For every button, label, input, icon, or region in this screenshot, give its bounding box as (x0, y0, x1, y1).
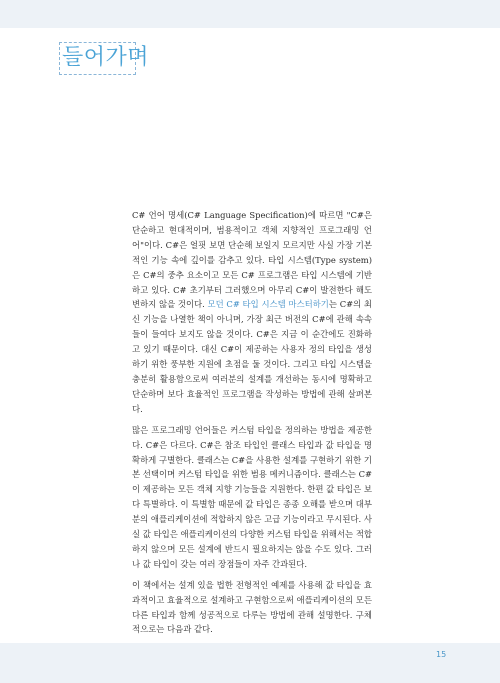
body-text (132, 208, 372, 643)
paragraph-1-end: 는 C#의 최신 기능을 나열한 책이 아니며, 가장 최근 버전의 C#에 관해 속속들이 들여다 보지도 않을 것이다. C#은 지금 이 순간에도 진화하고 있기 때문이다. 대신 C#이 제공하는 사용자 정의 타입을 생성하기 위한 풍부한 지원에 초점을 둘 것이다. 그리고 타입 시스템을 충분히 활용함으로써 여러분의 설계를 개선하는 동시에 명확하고 단순하며 보다 효율적인 프로그램을 작성하는 방법에 관해 살펴본다. (132, 299, 373, 414)
paragraph-1-start: C# 언어 명세(C# Language Specification)에 따르면 "C#은 단순하고 현대적이며, 범용적이고 객체 지향적인 프로그래밍 언어"이다. C#은 얼핏 보면 단순해 보일지 모르지만 사실 가장 기본적인 기능 속에 깊이를 감추고 있다. 타입 시스템(Type system)은 C#의 중추 요소이고 모든 C# 프로그램은 타입 시스템에 기반하고 있다. C# 초기부터 그러했으며 아무리 C#이 발전한다 해도 변하지 않을 것이다. (132, 210, 372, 310)
paragraph-2: 많은 프로그래밍 언어들은 커스텀 타입을 정의하는 방법을 제공한다. C#은 다르다. C#은 참조 타입인 클래스 타입과 값 타입을 명확하게 구별한다. 클래스는 C#을 사용한 설계를 구현하기 위한 기본 선택이며 커스텀 타입을 위한 범용 메커니즘이다. 클래스는 C#이 제공하는 모든 객체 지향 기능들을 지원한다. 한편 값 타입은 보다 특별하다. 이 특별함 때문에 값 타입은 종종 오해를 받으며 대부분의 애플리케이션에 적합하지 않은 고급 기능이라고 무시된다. 사실 값 타입은 애플리케이션의 다양한 커스텀 타입을 위해서는 적합하지 않으며 모든 설계에 반드시 필요하지는 않을 수도 있다. 그러나 값 타입이 갖는 여러 장점들이 자주 간과된다. (132, 424, 372, 569)
book-title: 모던 C# 타입 시스템 마스터하기 (207, 299, 329, 310)
paragraph-1 (132, 208, 372, 417)
page-number: 15 (436, 650, 447, 659)
top-band (0, 0, 500, 28)
paragraph-3: 이 책에서는 설계 있을 법한 전형적인 예제를 사용해 값 타입을 효과적이고 효율적으로 설계하고 구현함으로써 애플리케이션의 모든 다른 타입과 함께 성공적으로 다루는 방법에 관해 설명한다. 구체적으로는 다음과 같다. (132, 579, 372, 635)
chapter-heading: 들어가며 (62, 45, 150, 70)
bottom-band (0, 643, 500, 683)
